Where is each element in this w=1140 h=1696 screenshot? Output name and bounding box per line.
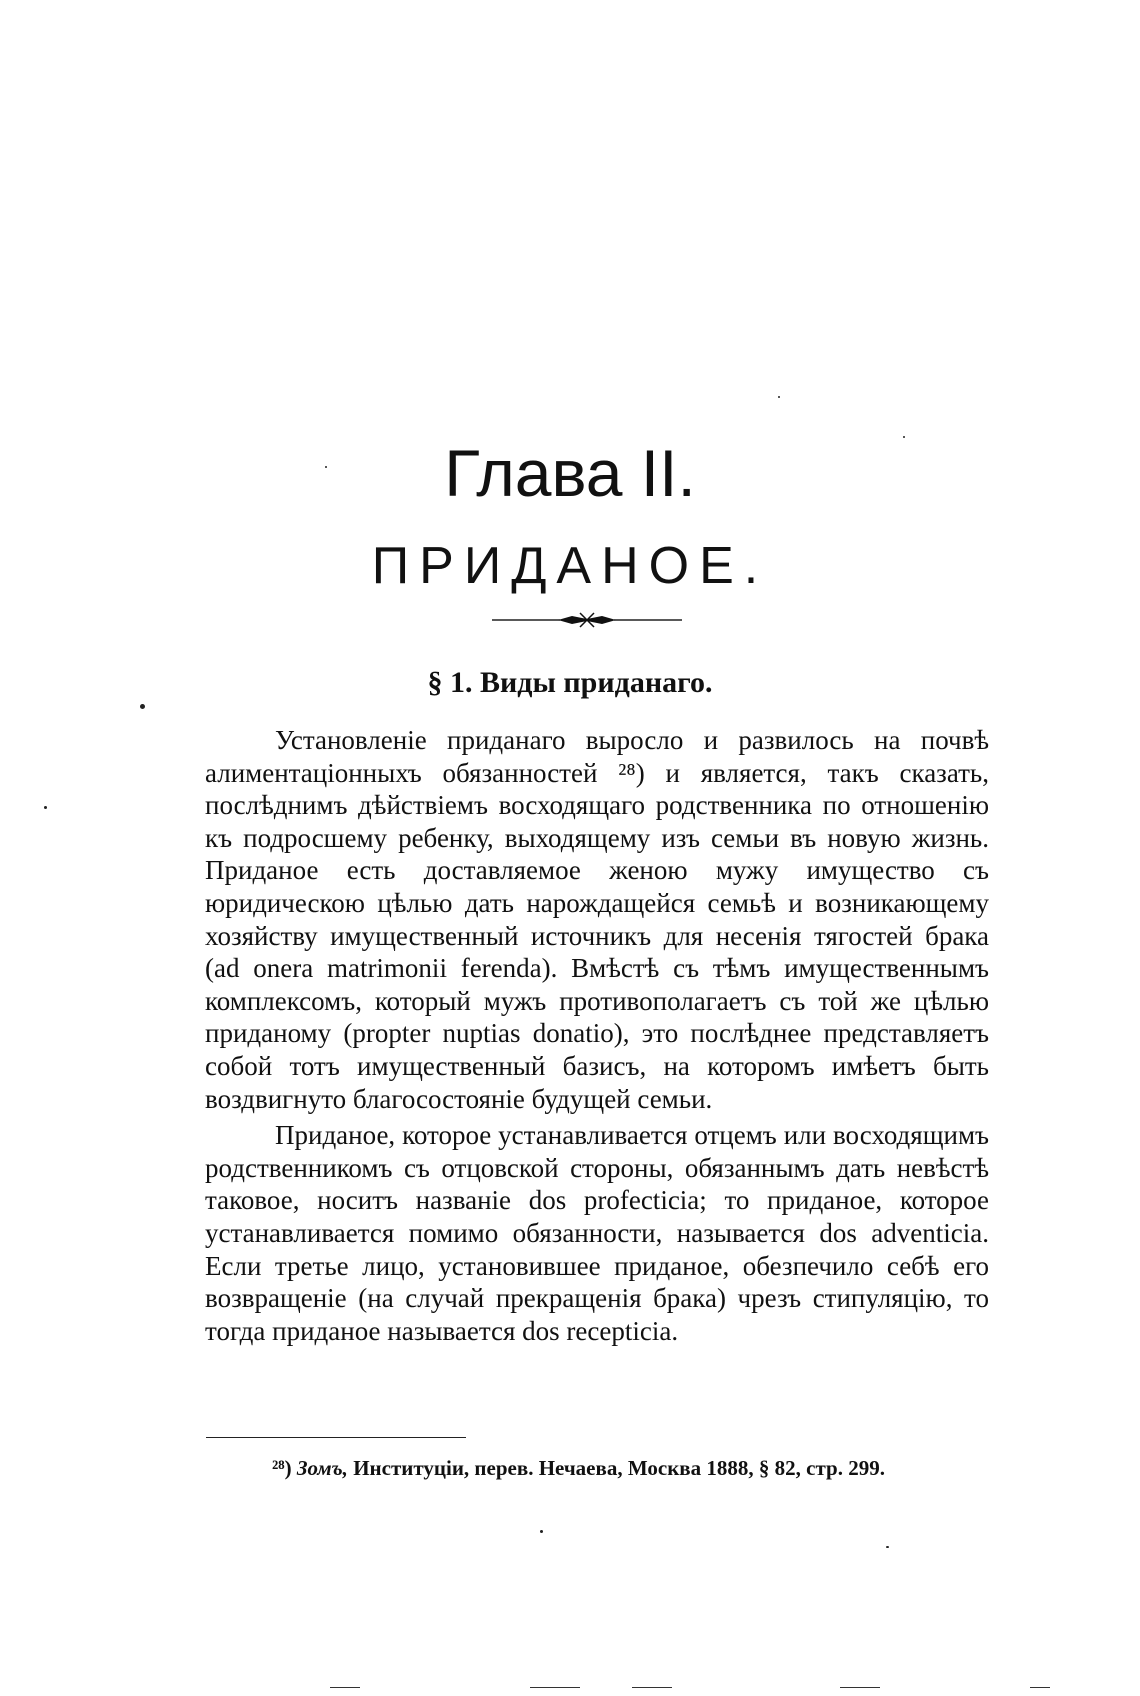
paragraph-1: Установленіе приданаго выросло и развилось на почвѣ алиментаціонныхъ обязанностей ²⁸) и является, такъ сказать, послѣднимъ дѣйствіемъ восходящаго родственника по отношенію къ подросшему ребенку, выходящему изъ семьи въ новую жизнь. Приданое есть доставляемое женою мужу имущество съ юридическою цѣлью дать нарождащейся семьѣ и возникающему хозяйству имущественный источникъ для несенія тягостей брака (ad onera matrimonii ferenda). Вмѣстѣ съ тѣмъ имущественнымъ комплексомъ, который мужъ противополагаетъ съ той же цѣлью приданому (propter nuptias donatio), это послѣднее представляетъ собой тотъ имущественный базисъ, на которомъ имѣетъ быть воздвигнуто благосостояніе будущей семьи. — [205, 725, 989, 1114]
scan-edge-mark — [530, 1687, 580, 1688]
footnote — [272, 1458, 885, 1479]
section-title: § 1. Виды приданаго. — [427, 666, 713, 699]
scan-speck — [44, 806, 47, 809]
scan-edge-mark — [632, 1687, 672, 1688]
paragraph-2: Приданое, которое устанавливается отцемъ или восходящимъ родственникомъ съ отцовской стороны, обязаннымъ дать невѣстѣ таковое, носитъ названіе dos profecticia; то приданое, которое устанавливается помимо обязанности, называется dos adventicia. Если третье лицо, установившее приданое, обезпечило себѣ его возвращеніе (на случай прекращенія брака) чрезъ стипуляцію, то тогда приданое называется dos recepticia. — [205, 1120, 989, 1346]
chapter-title: ПРИДАНОЕ. — [371, 537, 769, 595]
footnote-text: Институціи, перев. Нечаева, Москва 1888, § 82, стр. 299. — [353, 1456, 885, 1480]
scan-speck — [540, 1530, 543, 1533]
scan-speck — [140, 704, 145, 709]
scan-edge-mark — [1030, 1687, 1050, 1688]
scan-edge-mark — [330, 1687, 360, 1688]
scan-speck — [778, 396, 780, 398]
scan-speck — [325, 466, 327, 468]
scan-speck — [886, 1546, 889, 1548]
footnote-divider — [206, 1437, 466, 1438]
chapter-heading: Глава II. — [444, 436, 696, 510]
scan-speck — [903, 436, 905, 438]
ornament-divider — [492, 610, 682, 630]
body-text — [205, 724, 989, 1347]
scan-edge-mark — [840, 1687, 880, 1688]
footnote-author: Зомъ, — [296, 1456, 348, 1480]
footnote-marker: ²⁸) — [272, 1456, 292, 1480]
